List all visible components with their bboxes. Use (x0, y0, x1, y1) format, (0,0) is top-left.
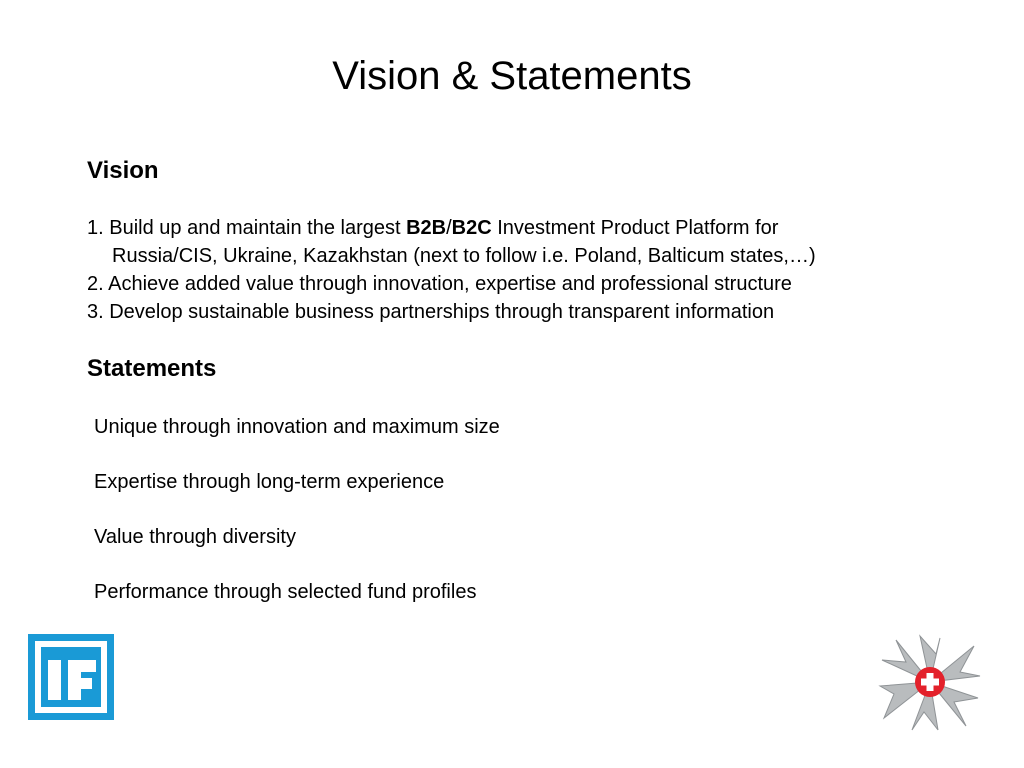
vision-item-1-continuation: Russia/CIS, Ukraine, Kazakhstan (next to follow i.e. Poland, Balticum states,…) (112, 245, 816, 267)
vision-list (87, 214, 957, 326)
vision-item-3: 3. Develop sustainable business partnerships through transparent information (87, 301, 775, 323)
vision-item-1-suffix: Investment Product Platform for (491, 217, 779, 239)
vision-item-1-separator: / (446, 217, 452, 239)
statement-1: Unique through innovation and maximum size (94, 416, 500, 438)
vision-item-1-b2c: B2C (451, 217, 492, 239)
vision-item-1 (87, 214, 957, 242)
if-logo-icon (28, 634, 114, 720)
vision-item-1-b2b: B2B (406, 217, 447, 239)
vision-item-1-prefix: 1. Build up and maintain the largest (87, 217, 407, 239)
statement-3: Value through diversity (94, 526, 296, 548)
edelweiss-swiss-cross-icon (878, 632, 982, 732)
slide-title: Vision & Statements (332, 54, 692, 98)
statement-2: Expertise through long-term experience (94, 471, 445, 493)
statements-heading: Statements (87, 355, 217, 382)
vision-item-2: 2. Achieve added value through innovation, expertise and professional structure (87, 273, 792, 295)
statement-4: Performance through selected fund profiles (94, 581, 477, 603)
vision-heading: Vision (87, 157, 159, 184)
